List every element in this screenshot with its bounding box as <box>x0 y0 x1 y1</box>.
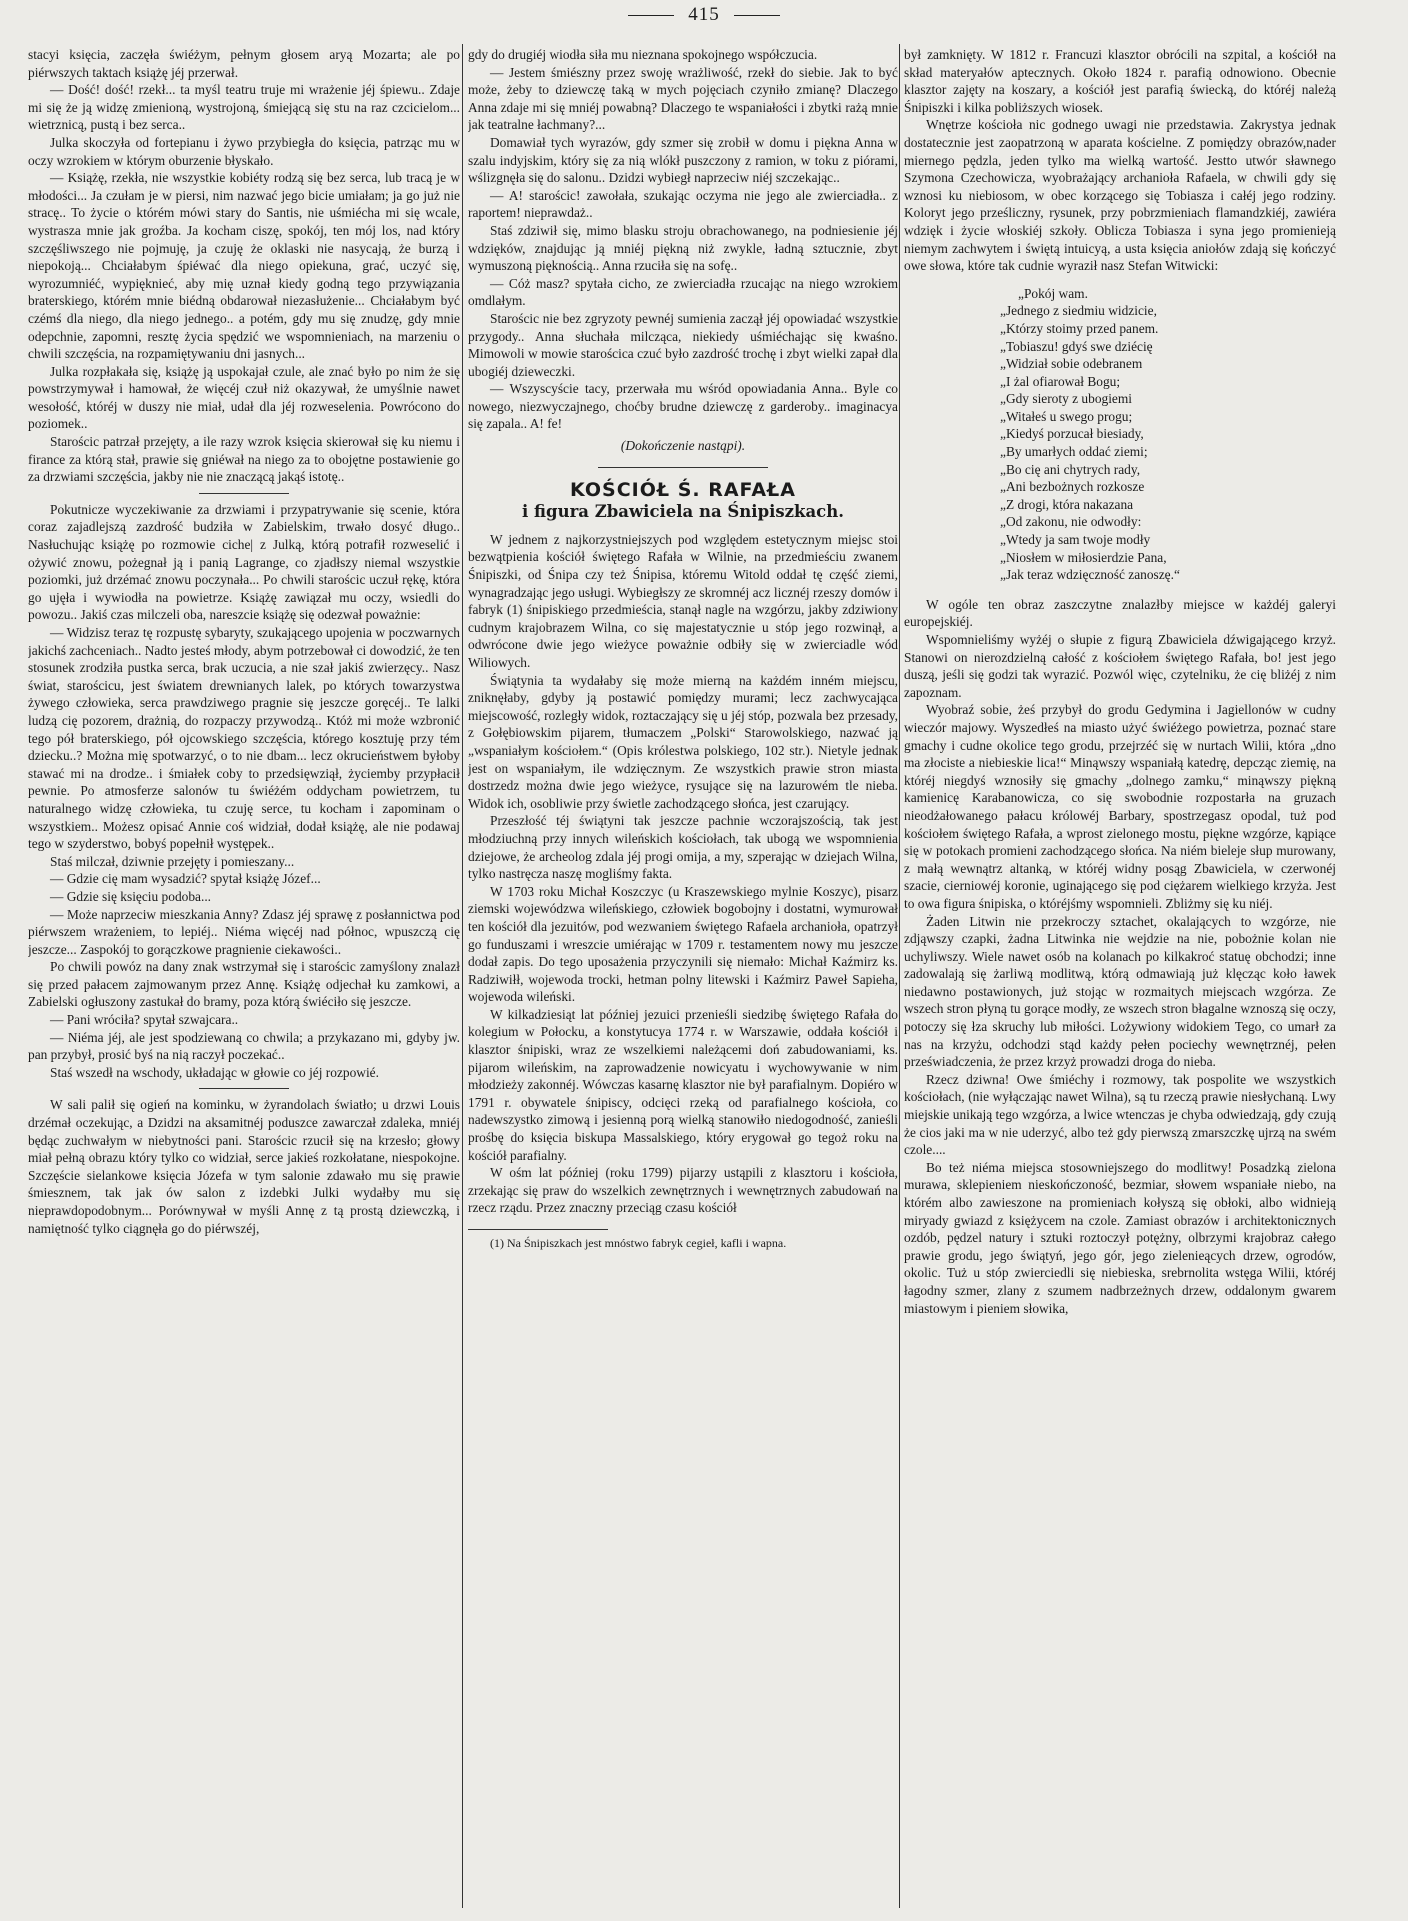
paragraph: — Widzisz teraz tę rozpustę sybaryty, szukającego upojenia w poczwarnych jakichś zachceniach.. Nadto jesteś młody, abym potrzebował ci dowodzić, że ten stosunek zrodziła pustka serca, brak uczucia, a nie szał jakiś zwierzęcy.. Nasz świat, starościcu, jest światem drewnianych lalek, po których towarzystwa żywego człowieka, serca prawdziwego pragnie się jeszcze goręcéj.. Te lalki ludzą cię pozorem, drażnią, do rozpaczy przywodzą.. Któż mi może wzbronić tego pół braterskiego, pół ojcowskiego szczęścia, którego kosztuję przy tém dziecku..? Można mię spotwarzyć, o to nie dbam... lecz okrucieństwem byłoby stawać mi na drodze.. i śmiałek coby to przedsięwziął, życiemby przypłacił pewnie. Po atmosferze salonów tu świéżém oddycham powietrzem, tu naturalnego widzę człowieka, tu czuję serce, tu kocham i zapominam o wszystkiem.. Możesz opisać Annie coś widział, dodał książę, ale nie podawaj tego w szyderstwo, bobyś popełnił występek.. <box>28 625 460 852</box>
poem-line: „Ani bezbożnych rozkosze <box>1000 479 1145 495</box>
header-dash-left <box>628 15 674 16</box>
paragraph: — A! starościc! zawołała, szukając oczyma nie jego ale zwierciadła.. z raportem! nieprawdaż.. <box>468 187 898 221</box>
poem-line: „Od zakonu, nie odwodły: <box>1000 514 1142 530</box>
poem-line: „Jednego z siedmiu widzicie, <box>1000 303 1157 319</box>
paragraph: W jednem z najkorzystniejszych pod względem estetycznym miejsc stoi bezwątpienia kościół świętego Rafała w Wilnie, na przedmieściu zwanem Śnipiszki, od Śnipa czy też Śnipisa, któremu Witold oddał tę część ziemi, wynagradzając jego usługi. Wybiegłszy ze skromnéj acz licznéj rzeszy domów i fabryk (1) śnipiskiego przedmieścia, stanął nagle na wzgórzu, jakby zdziwiony cudnym krajobrazem Wilna, co się majestatycznie u stóp jego rozwinął, a odwrócone dwie jego wieżyce poważnie odbiły się w zwierciadle wód Wiliowych. <box>468 531 898 670</box>
poem-line: „Niosłem w miłosierdzie Pana, <box>1000 549 1167 565</box>
paragraph: W ośm lat później (roku 1799) pijarzy ustąpili z klasztoru i kościoła, zrzekając się praw do wszelkich zewnętrznych i wewnętrznych zabudowań na rzecz rządu. Przez znaczny przeciąg czasu kościół <box>468 1165 898 1216</box>
paragraph: gdy do drugiéj wiodła siła mu nieznana spokojnego współczucia. <box>468 47 818 62</box>
column-rule-1 <box>462 44 463 1908</box>
paragraph: był zamknięty. W 1812 r. Francuzi klasztor obrócili na szpital, a kościół na skład materyałów aptecznych. Około 1824 r. parafią odnowiono. Obecnie klasztor zajęty na koszary, a kościół jest parafią świecką, do któréj należą Śnipiszki i kilka pobliższych wiosek. <box>904 47 1336 115</box>
poem-line: „By umarłych oddać ziemi; <box>1000 444 1148 460</box>
paragraph: — Cóż masz? spytała cicho, ze zwierciadła rzucając na niego wzrokiem omdlałym. <box>468 275 898 309</box>
poem-line: „Kiedyś porzucał biesiady, <box>1000 426 1144 442</box>
poem-line: „Którzy stoimy przed panem. <box>1000 320 1159 336</box>
page-number: 415 <box>688 4 720 25</box>
paragraph: Po chwili powóz na dany znak wstrzymał się i starościc zamyślony znalazł się przed pałacem zajmowanym przez Annę. Książę odjechał ku zamkowi, a Zabielski ogłuszony zastukał do bramy, poza którą świéciło się jeszcze. <box>28 959 460 1010</box>
continuation-note: (Dokończenie nastąpi). <box>620 438 746 454</box>
paragraph: Staś milczał, dziwnie przejęty i pomieszany... <box>50 853 295 869</box>
section-divider <box>199 493 289 494</box>
paragraph: — Książę, rzekła, nie wszystkie kobiéty rodzą się bez serca, lub tracą je w młodości... Ja czułam je w piersi, nim nazwać jego bicie umiałam; ja go już nie stracę.. To życie o którém mówi stary do Santis, nie uśmiécha mi się wcale, wystrasza mnie jak groźba. Ja kocham ciszę, spokój, ten mój los, nad który szczęśliwszego nie pojmuję, ja czuję że oklaski nie nasycają, że burzą i niepokoją... Chciałabym śpiéwać dla niego opiekuna, grać, uczyć się, wyrozumniéć, wypięknieć, aby mię uznał kiedy godną tego przywiązania braterskiego, którém mnie biédną obdarował niezasłużenie... Chciałabym być czémś dla niego, dla niego jednego.. a potém, gdy mu się znudzę, gdy mnie odepchnie, zapomni, resztę życia spędzić we wspomnieniach, na marzeniu o chwili szczęścia, na rozpamiętywaniu dni jasnych... <box>28 170 460 362</box>
paragraph: Przeszłość téj świątyni tak jeszcze pachnie wczorajszością, tak jest młodziuchną przy innych wileńskich kościołach, tak ubogą we wspomnienia dziejowe, że archeolog zdala jéj progi omija, a my, szperając w dziejach Wilna, tylko nastręcza naszę mogliśmy fakta. <box>468 813 898 882</box>
poem-line: „Gdy sieroty z ubogiemi <box>1000 391 1133 407</box>
article-subtitle: i figura Zbawiciela na Śnipiszkach. <box>522 502 844 522</box>
poem-line: „Z drogi, która nakazana <box>1000 496 1134 512</box>
paragraph: — Dość! dość! rzekł... ta myśl teatru truje mi wrażenie jéj śpiewu.. Zdaje mi się że ją widzę zmienioną, wystrojoną, śmiejącą się stu na raz czcicielom... wietrznicą, pustą i bez serca.. <box>28 82 460 133</box>
column-rule-2 <box>899 44 900 1908</box>
paragraph: Staś wszedł na wschody, układając w głowie co jéj rozpowié. <box>50 1064 379 1080</box>
paragraph: Żaden Litwin nie przekroczy sztachet, okalających to wzgórze, nie zdjąwszy czapki, żadna Litwinka nie wejdzie na nie, pobożnie kolan nie uchyliwszy. Wiele nawet osób na kolanach po kilkakroć statuę obchodzi; inne zadowalają się żarliwą modlitwą, którą odmawiają już klęcząc koło ławek niedawno postawionych, już stojąc w rozmaitych miejscach wzgórza. Ze wszech stron płyną tu gorące modły, ze wszech stron błagalne wznoszą się oczy, potoczy się łza skruchy lub miłości. Lożywiony widokiem Tego, co umarł za nas na krzyżu, odchodzi stąd każdy pełen pociechy wewnętrznéj, pełen przeświadczenia, że przez krzyż prowadzi droga do nieba. <box>904 913 1336 1070</box>
article-divider <box>598 467 768 468</box>
paragraph: W 1703 roku Michał Koszczyc (u Kraszewskiego mylnie Koszyc), pisarz ziemski wojewódzwa wileńskiego, człowiek bogobojny i dostatni, wymurował ten kościół dla jezuitów, pod wezwaniem świętego Rafaela archanioła, opatrzył go funduszami i wreszcie umiérając w 1709 r. testamentem nowy mu jeszcze dodał zapis. Do tego uposażenia przyczynili się niemało: Michał Kaźmirz ks. Radziwiłł, wojewoda trocki, hetman polny litewski i Kaźmirz Paweł Sapieha, wojewoda wileński. <box>468 883 898 1005</box>
column-2 <box>468 46 898 1908</box>
paragraph: — Pani wróciła? spytał szwajcara.. <box>50 1012 239 1028</box>
poem-line: „I żal ofiarował Bogu; <box>1000 373 1121 389</box>
paragraph: Bo też niéma miejsca stosowniejszego do modlitwy! Posadzką zielona murawa, sklepieniem nieskończoność, bezmiar, słowem wspaniałe niebo, na którém albo zawieszone na promieniach kołyszą się obłoki, albo widnieją miryady gwiazd z księżycem na czole. Zamiast obrazów i architektonicznych ozdób, pędzel natury i sztuki roztoczył potężny, olbrzymi krajobraz całego prawie grodu, jego świątyń, jego gór, jego zielenieących drzew, ogrodów, okolic. Tuż u stóp zwierciedli się niebieska, srebrnolita wstęga Wilii, któréj łagodny szmer, zlany z szumem nadbrzeżnych drzew, oddalonym gwarem miastowym i pieniem słowika, <box>904 1159 1336 1316</box>
footnote: (1) Na Śnipiszkach jest mnóstwo fabryk cegieł, kafli i wapna. <box>490 1236 787 1250</box>
paragraph: Wnętrze kościoła nic godnego uwagi nie przedstawia. Zakrystya jednak dostatecznie jest zaopatrzoną w aparata kościelne. Z pomiędzy obrazów,nader miernego pędzla, jeden tylko ma wielką wartość. Jestto utwór sławnego Szymona Czechowicza, wyobrażający archanioła Rafaela, w chwili gdy się wznosi ku niebiosom, w obec korzącego się Tobiasza i całéj jego rodziny. Koloryt jego prześliczny, rysunek, przy pobrzmieniach flamandzkiéj, zawiéra wdzięk i życie włoskiéj szkoły. Oblicza Tobiasza i syna jego promienieją niemym zachwytem i świętą intuicyą, a usta księcia aniołów zdają się kończyć owe słowa, które tak cudnie wyraził nasz Stefan Witwicki: <box>904 117 1336 274</box>
paragraph: W sali palił się ogień na kominku, w żyrandolach światło; u drzwi Louis drzémał oczekując, a Dzidzi na aksamitnéj poduszce zawarczał zdaleka, mniéj będąc zuchwałym w niebytności pani. Starościc rzucił się na krzesło; głowy miał pełną obrazu który tylko co widział, serce jakieś rozkołatane, niespokojne. Szczęście sielankowe księcia Józefa w tym salonie zdawało mu się prawie śmiesznem, tak jak ów salon z izdebki Julki wydałby mu się nieprawdopodobnym... Porównywał w myśli Annę z tą prostą dziewczką, i namiętność tylko ciągnęła go do piérwszéj, <box>28 1097 460 1236</box>
header-dash-right <box>734 15 780 16</box>
paragraph: stacyi księcia, zaczęła świéżym, pełnym głosem aryą Mozarta; ale po piérwszych taktach książę jéj przerwał. <box>28 47 460 80</box>
poem-line: „Wtedy ja sam twoje modły <box>1000 532 1151 548</box>
paragraph: — Niéma jéj, ale jest spodziewaną co chwila; a przykazano mi, gdyby jw. pan przybył, prosić byś na nią raczył poczekać.. <box>28 1029 460 1063</box>
poem-line: „Tobiaszu! gdyś swe dziécię <box>1000 338 1153 354</box>
column-1 <box>28 46 460 1908</box>
poem-line: „Witałeś u swego progu; <box>1000 408 1133 424</box>
paragraph: — Wszyscyście tacy, przerwała mu wśród opowiadania Anna.. Byle co nowego, niezwyczajnego, choćby brudne dziewczę z garderoby.. imaginacya się zapala.. A! fe! <box>468 381 898 432</box>
page-number-header <box>0 4 1408 26</box>
poem-line: „Jak teraz wdzięczność zanoszę.“ <box>1000 567 1180 583</box>
paragraph: Starościc patrzał przejęty, a ile razy wzrok księcia skierował się ku niemu i firance za którą stał, prawie się gniéwał na niego za to obojętne postawienie go za drzwiami szczęścia, jakby nie nie znaczącą jakąś istotę.. <box>28 434 460 485</box>
article-title: KOŚCIÓŁ Ś. RAFAŁA <box>570 478 796 501</box>
section-divider <box>199 1088 289 1089</box>
column-3 <box>904 46 1336 1908</box>
poem-line: „Pokój wam. <box>1018 285 1088 301</box>
footnote-rule <box>468 1229 608 1230</box>
paragraph: Starościc nie bez zgryzoty pewnéj sumienia zaczął jéj opowiadać wszystkie przygody.. Anna słuchała milcząca, niekiedy uśmiéchając się kwaśno. Mimowoli w mowie starościca czuć było zazdrość trochę i zbyt wielki zapał dla ubogiéj dzieweczki. <box>468 310 898 379</box>
paragraph: — Gdzie się księciu podoba... <box>50 888 212 904</box>
paragraph: — Jestem śmiészny przez swoję wrażliwość, rzekł do siebie. Jak to być może, żeby to dziewczę taką w mych pojęciach czyniło zmianę? Dlaczego Anna zdaje mi się mniéj powabną? Dlaczego te wspaniałości i zbytki rażą mnie jak teatralne łachmany?... <box>468 64 898 133</box>
paragraph: W ogóle ten obraz zaszczytne znalazłby miejsce w każdéj galeryi europejskiéj. <box>904 596 1336 630</box>
poem-line: „Widział sobie odebranem <box>1000 356 1143 372</box>
poem <box>1000 285 1336 584</box>
paragraph: — Może naprzeciw mieszkania Anny? Zdasz jéj sprawę z posłannictwa pod piérwszem wrażeniem, to lepiéj.. Niéma więcéj nad północ, wpuszczą cię jeszcze... Zaspokój to gorączkowe pragnienie ciekawości.. <box>28 906 460 957</box>
paragraph: Staś zdziwił się, mimo blasku stroju obrachowanego, na podniesienie jéj wdzięków, znajdując ją mniéj piękną niż zwykle, ładną sztucznie, zbyt wymuszoną pięknością.. Anna rzuciła się na sofę.. <box>468 222 898 274</box>
paragraph: Pokutnicze wyczekiwanie za drzwiami i przypatrywanie się scenie, która coraz zajadlejszą zazdrość budziła w Zabielskim, trwało dosyć długo.. Nasłuchując książę po rozmowie ciche| z Julką, którą potrafił rozweselić i ożywić znowu, pożegnał ją i panią Lagrange, co zjadłszy niemal wszystkie poziomki, już drzémać znowu poczynała... Po chwili starościc uczuł rękę, która go ujęła i wywiodła na powietrze. Książę zawiązał mu oczy, wsiedli do powozu.. Jakiś czas milczeli oba, nareszcie książę się odezwał poważnie: <box>28 501 460 623</box>
paragraph: — Gdzie cię mam wysadzić? spytał książę Józef... <box>50 871 321 887</box>
paragraph: Julka skoczyła od fortepianu i żywo przybiegła do księcia, patrząc mu w oczy wzrokiem w którym oburzenie błyskało. <box>28 134 460 168</box>
paragraph: Domawiał tych wyrazów, gdy szmer się zrobił w domu i piękna Anna w szalu indyjskim, który się za nią wlókł puszczony z ramion, w toku z piórami, wślizgnęła się do salonu.. Dzidzi wybiegł naprzeciw niéj szczekając.. <box>468 134 898 186</box>
paragraph: Rzecz dziwna! Owe śmiéchy i rozmowy, tak pospolite we wszystkich kościołach, (nie wyłączając nawet Wilna), są tu rzeczą prawie niesłychaną. Lwy miejskie unikają tego wzgórza, a lwice wtenczas je chyba odwiedzają, gdy czują że cios jaki ma w nie uderzyć, albo też gdy pierwszą zmarszczkę ujrzą na swém czole.... <box>904 1071 1336 1158</box>
paragraph: Świątynia ta wydałaby się może mierną na każdém inném miejscu, zniknęłaby, gdyby ją postawić pomiędzy murami; lecz zachwycająca miejscowość, rozległy widok, roztaczający się u jéj stóp, pozwala bez przesady, z Gołębiowskim pijarem, tłumaczem „Polski“ Starowolskiego, nazwać ją „wspaniałym kościołem.“ (Opis królestwa polskiego, 102 str.). Nietyle jednak jest on wspaniałym, ile wdzięcznym. Ze wszystkich prawie stron miasta dostrzedz można dwie jego wieżyce, rysujące się na lazurowém tle nieba. Widok ich, osobliwie przy świetle zachodzącego słońca, jest czarujący. <box>468 672 898 811</box>
paragraph: Wyobraź sobie, żeś przybył do grodu Gedymina i Jagiellonów w cudny wieczór majowy. Wyszedłeś na miasto użyć świéżego powietrza, poznać stare gmachy i cudne okolice tego grodu, przejrzéć się w nurtach Wilii, która „dno ma złociste a niebieskie lica!“ Minąwszy wspaniałą katedrę, depcząc ziemię, na któréj niegdyś wznosiły się gmachy „dolnego zamku,“ minąwszy piękną kamienicę Karabanowicza, co się swobodnie rozpostarła na gruzach nieodżałowanego pałacu królowéj Barbary, spostrzegasz opodal, tuż pod kościołem świętego Rafała, a wprost zielonego mostu, piękne wzgórze, kąpiące się w potokach promieni zachodzącego słońca. Na niém bieleje słup murowany, z małą wewnątrz altanką, w któréj widny posąg Zbawiciela, w czerwonéj szacie, cierniowéj koronie, uginającego się pod ciężarem wielkiego krzyża. Jest to owa figura śnipiska, o któréjśmy wspomnieli. Zbliżmy się ku niéj. <box>904 702 1336 911</box>
paragraph: Wspomnieliśmy wyżéj o słupie z figurą Zbawiciela dźwigającego krzyż. Stanowi on nierozdzielną całość z kościołem świętego Rafała, bo! jest jego duszą, jeśli się godzi tak wyrazić. Pozwól więc, czytelniku, że cię bliżéj z nim zapoznam. <box>904 632 1336 700</box>
paragraph: Julka rozpłakała się, książę ją uspokajał czule, ale znać było po nim że się powstrzymywał i hamował, że więcéj czuł niż okazywał, że umyślnie nawet wesołość, któréj w duszy nie miał, udał dla jéj rozweselenia. Powrócono do poziomek.. <box>28 363 460 432</box>
paragraph: W kilkadziesiąt lat później jezuici przenieśli siedzibę świętego Rafała do kolegium w Połocku, a konstytucya 1774 r. w Warszawie, oddała kościół i klasztor śnipiski, wraz ze wszelkiemi należącemi doń zabudowaniami, ks. pijarom wileńskim, na zaprowadzenie nowicyatu i wychowywanie w nim młodzieży zakonnéj. Wówczas kasarnę klasztor nie był parafialnym. Dopiéro w 1791 r. obywatele śnipiscy, odcięci rzeką od parafialnego kościoła, co nadewszystko zimową i jesienną porą wielką stanowiło niedogodność, zanieśli prośbę do księcia biskupa Massalskiego, który erygował go tegoż roku na kościół parafialny. <box>468 1006 898 1163</box>
poem-line: „Bo cię ani chytrych rady, <box>1000 461 1141 477</box>
